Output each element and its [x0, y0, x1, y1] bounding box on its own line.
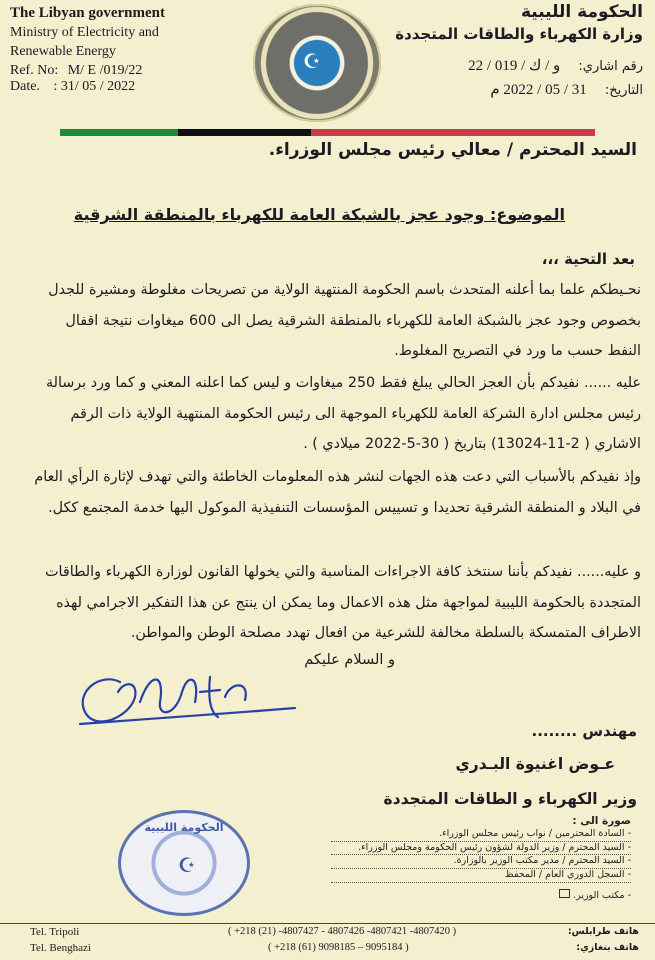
subject-line: الموضوع: وجود عجز بالشبكة العامة للكهرباء بالمنطقة الشرقية	[73, 205, 565, 224]
paragraph-1: نحـيطكم علما بما أعلنه المتحدث باسم الحكومة المنتهية الولاية من تصريحات مغلوطة ومشيرة للجدل بخصوص وجود عجز بالشبكة العامة للكهرباء بالمنطقة الشرقية يصل الى 600 ميغاوات نتيجة اقفال النفط حسب ما ورد في التصريح المغلوط.	[48, 282, 641, 359]
cc-item: - السجل الدوري العام / المحفظ	[331, 869, 631, 883]
handwritten-signature	[60, 662, 320, 742]
government-name-en: The Libyan government	[10, 5, 166, 21]
paragraph-2: عليه ...... نفيدكم بأن العجز الحالي يبلغ فقط 250 ميغاوات و ليس كما اعلنه المعني و كما ورد برسالة رئيس مجلس ادارة الشركة العامة للكهرباء الموجهة الى رئيس الحكومة المنتهية الولاية ذات الرقم الاشاري ( 2-11-13024) بتاريخ ( 30-5-2022 ميلادي ) .	[45, 375, 641, 452]
phones-tripoli: ( +218 (21) -4807427 - 4807426 -4807421 -4807420 )	[228, 926, 457, 937]
cc-item: - السيد المحترم / وزير الدولة لشؤون رئيس الحكومة ومجلس الوزراء.	[331, 842, 631, 856]
official-stamp	[118, 810, 250, 916]
flag-red-stripe	[311, 129, 595, 136]
flag-black-stripe	[178, 129, 312, 136]
cc-item: - السادة المحترمين / نواب رئيس مجلس الوزراء.	[331, 828, 631, 842]
cc-item	[331, 889, 631, 903]
stamp-text: الحكومة الليبية	[144, 821, 224, 834]
ministry-name-en-1: Ministry of Electricity and	[10, 25, 159, 40]
letterhead-arabic	[383, 0, 643, 102]
flag-divider	[60, 129, 595, 136]
cc-minister-office: - مكتب الوزير.	[573, 889, 631, 901]
ref-row	[10, 63, 250, 79]
cc-item: - السيد المحترم / مدير مكتب الوزير بالوزارة.	[331, 855, 631, 869]
crescent-star-icon: ☪	[178, 853, 196, 877]
ministry-name-ar: وزارة الكهرباء والطاقات المتجددة	[395, 25, 643, 43]
ar-tripoli-label: هاتف طرابلس:	[567, 926, 639, 937]
salutation: السيد المحترم / معالي رئيس مجلس الوزراء.	[268, 140, 637, 160]
signer-title: وزير الكهرباء و الطاقات المتجددة	[383, 790, 637, 808]
paragraph-3: وإذ نفيدكم بالأسباب التي دعت هذه الجهات لنشر هذه المعلومات الخاطئة والتي تهدف لإثارة الرأي العام في البلاد و المنطقة الشرقية تحديدا و تسييس المؤسسات التنفيذية الموكول اليها خدمة المجتمع ككل.	[34, 469, 641, 516]
date-value: : 31/ 05 / 2022	[53, 79, 136, 94]
flag-green-stripe	[60, 129, 178, 136]
paragraph-4: و عليه...... نفيدكم بأننا سنتخذ كافة الاجراءات المناسبة والتي يخولها القانون لوزارة الكهرباء والطاقات المتجددة بالحكومة الليبية لمواجهة مثل هذه الاعمال وما يمكن ان ينتج عن هذا التفكير الاجرامي لهذه الاطراف المتمسكة بالسلطة مخالفة للشرعية من افعال تهدد مصلحة الوطن والمواطن.	[45, 564, 641, 641]
ar-date-value: 31 / 05 / 2022 م	[490, 82, 587, 98]
greeting: بعد التحية ،،،	[541, 250, 635, 268]
tel-tripoli-label: Tel. Tripoli	[30, 926, 80, 938]
closing: و السلام عليكم	[304, 652, 395, 668]
government-seal	[253, 4, 381, 122]
letterhead-english	[10, 4, 250, 95]
engineer-label: مهندس ........	[531, 722, 637, 740]
date-label: Date.	[10, 79, 40, 94]
ar-date-row	[383, 79, 643, 102]
ar-ref-label: رقم اشاري:	[578, 59, 643, 74]
ministry-name-en-2: Renewable Energy	[10, 44, 116, 59]
ar-date-label: التاريخ:	[604, 83, 643, 98]
ref-value: M/ E /019/22	[67, 63, 143, 78]
checkbox-icon	[559, 889, 570, 898]
ref-label: Ref. No:	[10, 63, 59, 78]
cc-title: صورة الى :	[572, 815, 631, 827]
date-row	[10, 79, 250, 95]
crescent-star-icon: ☪	[303, 49, 321, 73]
tel-benghazi-label: Tel. Benghazi	[30, 942, 91, 954]
ar-ref-row	[383, 54, 643, 79]
ar-benghazi-label: هاتف بنغازي:	[576, 942, 639, 953]
government-name-ar: الحكومة الليبية	[520, 2, 643, 22]
cc-list	[331, 815, 631, 903]
ar-ref-value: و / ك / 019 / 22	[468, 58, 561, 74]
signer-name: عـوض اغنيوة البـدري	[455, 755, 615, 773]
footer-divider	[0, 923, 655, 924]
phones-benghazi: ( +218 (61) 9098185 – 9095184 )	[268, 942, 409, 953]
